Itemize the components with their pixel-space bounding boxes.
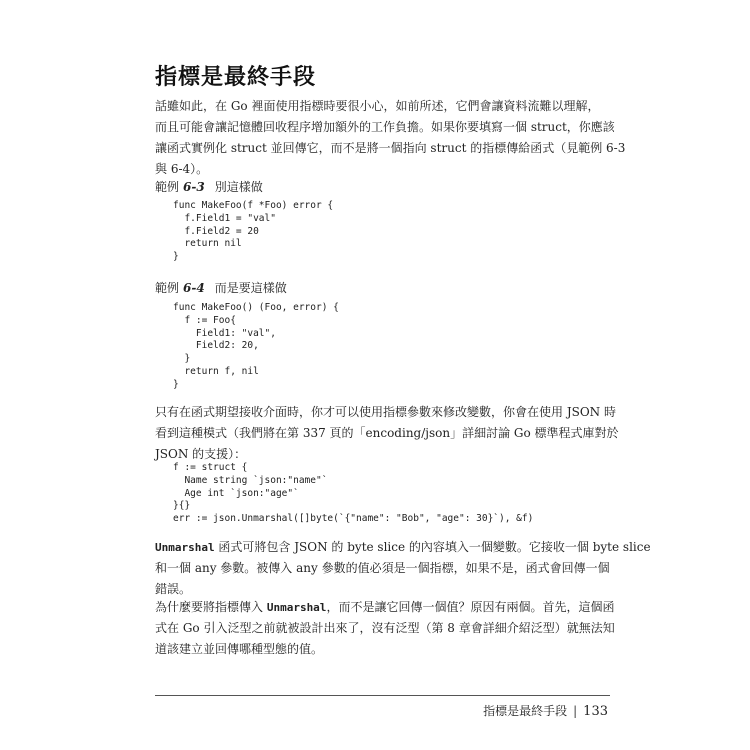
paragraph-line: 話雖如此，在 Go 裡面使用指標時要很小心，如前所述，它們會讓資料流難以理解， [155, 99, 600, 113]
inline-code: Unmarshal [155, 541, 215, 554]
paragraph-line: 看到這種模式（我們將在第 337 頁的「encoding/json」詳細討論 Go 標準程式庫對於 [155, 426, 619, 440]
example-number: 6-4 [183, 281, 205, 295]
footer-divider [155, 695, 610, 696]
example-title: 別這樣做 [214, 180, 263, 194]
section-heading: 指標是最終手段 [155, 65, 317, 90]
code-block-json-unmarshal: f := struct { Name string `json:"name"` Age int `json:"age"` }{} err := json.Unmarshal([]byte(`{"name": "Bob", "age": 30}`), &f) [173, 462, 534, 525]
code-block-example-6-3: func MakeFoo(f *Foo) error { f.Field1 = "val" f.Field2 = 20 return nil } [173, 200, 334, 263]
paragraph-line: 錯誤。 [155, 582, 192, 596]
paragraph-unmarshal [155, 537, 651, 600]
paragraph-line [155, 597, 615, 618]
inline-code: Unmarshal [266, 601, 327, 614]
footer-separator: | [573, 704, 578, 718]
paragraph-line [155, 537, 651, 558]
example-title: 而是要這樣做 [214, 281, 287, 295]
footer-section-title: 指標是最終手段 [483, 704, 568, 718]
example-label: 範例 [155, 180, 180, 194]
paragraph-why-pointer [155, 597, 615, 660]
example-caption-6-3 [155, 178, 263, 195]
page-number: 133 [583, 704, 608, 719]
paragraph-line: 讓函式實例化 struct 並回傳它，而不是將一個指向 struct 的指標傳給函式（見範例 6-3 [155, 141, 626, 155]
paragraph-text: ，而不是讓它回傳一個值？原因有兩個。首先，這個函 [326, 600, 615, 614]
paragraph-line: 式在 Go 引入泛型之前就被設計出來了，沒有泛型（第 8 章會詳細介紹泛型）就無法知 [155, 621, 615, 635]
paragraph-line: JSON 的支援）： [155, 447, 247, 461]
paragraph-json [155, 402, 619, 465]
paragraph-line: 而且可能會讓記憶體回收程序增加額外的工作負擔。如果你要填寫一個 struct，你應該 [155, 120, 615, 134]
paragraph-line: 和一個 any 參數。被傳入 any 參數的值必須是一個指標，如果不是，函式會回傳一個 [155, 561, 610, 575]
paragraph-intro [155, 96, 626, 180]
example-caption-6-4 [155, 279, 287, 296]
paragraph-line: 與 6-4）。 [155, 162, 209, 176]
paragraph-line: 只有在函式期望接收介面時，你才可以使用指標參數來修改變數，你會在使用 JSON 時 [155, 405, 617, 419]
paragraph-text: 函式可將包含 JSON 的 byte slice 的內容填入一個變數。它接收一個 byte slice [214, 540, 651, 554]
example-label: 範例 [155, 281, 180, 295]
paragraph-text: 為什麼要將指標傳入 [155, 600, 267, 614]
page-footer [483, 702, 608, 719]
example-number: 6-3 [183, 180, 205, 194]
paragraph-line: 道該建立並回傳哪種型態的值。 [155, 642, 324, 656]
code-block-example-6-4: func MakeFoo() (Foo, error) { f := Foo{ Field1: "val", Field2: 20, } return f, nil } [173, 302, 339, 390]
